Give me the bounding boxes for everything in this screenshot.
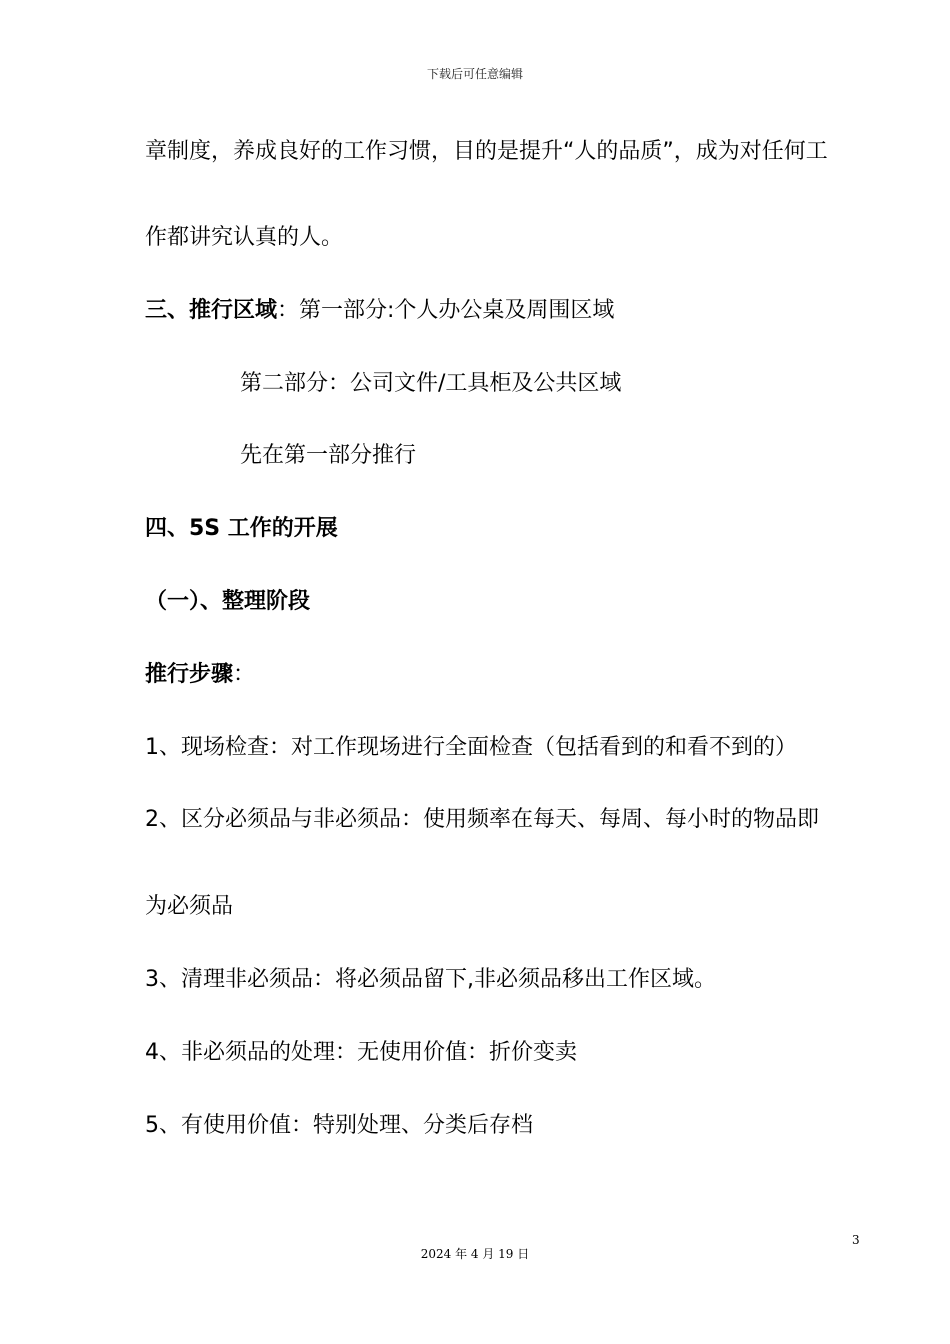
step-4: 4、非必须品的处理：无使用价值：折价变卖 — [145, 1040, 577, 1065]
section-3-line — [145, 296, 614, 326]
steps-label: 推行步骤 — [145, 662, 234, 687]
steps-colon: ： — [233, 662, 256, 687]
page-header: 下载后可任意编辑 — [426, 67, 523, 81]
step-2-line-2: 为必须品 — [145, 894, 234, 919]
step-2-line-1: 2、区分必须品与非必须品：使用频率在每天、每周、每小时的物品即 — [145, 807, 819, 832]
section-4-heading: 四、5S 工作的开展 — [145, 516, 338, 541]
section-3-part-2: 第二部分：公司文件/工具柜及公共区域 — [240, 371, 622, 396]
paragraph-line: 章制度，养成良好的工作习惯，目的是提升“人的品质”，成为对任何工 — [145, 139, 828, 164]
section-heading: 三、推行区域 — [145, 298, 278, 323]
step-5: 5、有使用价值：特别处理、分类后存档 — [145, 1113, 533, 1138]
paragraph-line: 作都讲究认真的人。 — [145, 225, 344, 250]
section-3-part-3: 先在第一部分推行 — [240, 443, 417, 468]
step-3: 3、清理非必须品：将必须品留下,非必须品移出工作区域。 — [145, 967, 716, 992]
section-text: ：第一部分:个人办公桌及周围区域 — [277, 298, 615, 323]
page-number: 3 — [852, 1233, 860, 1247]
step-1: 1、现场检查：对工作现场进行全面检查（包括看到的和看不到的） — [145, 735, 797, 760]
subsection-heading: （一）、整理阶段 — [145, 589, 311, 614]
footer-date: 2024 年 4 月 19 日 — [420, 1247, 530, 1261]
steps-label-line — [145, 660, 255, 690]
